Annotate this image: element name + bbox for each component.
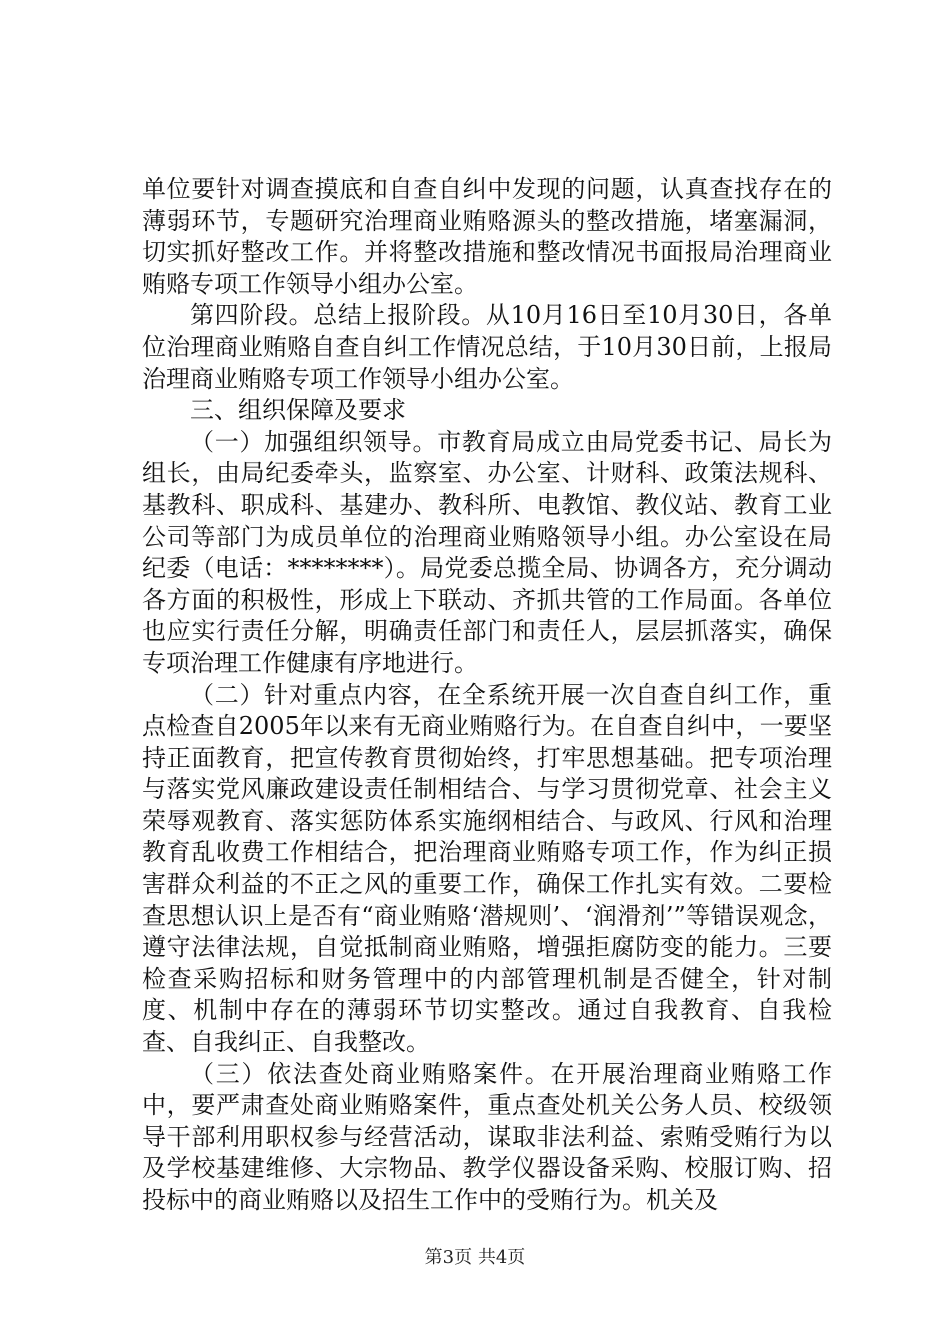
section-heading-organization: 三、组织保障及要求 (190, 396, 406, 425)
document-body (142, 174, 832, 1217)
paragraph-item-one: （一）加强组织领导。市教育局成立由局党委书记、局长为组长，由局纪委牵头，监察室、办公室、计财科、政策法规科、基教科、职成科、基建办、教科所、电教馆、教仪站、教育工业公司等部门为成员单位的治理商业贿赂领导小组。办公室设在局纪委（电话：********）。局党委总揽全局、协调各方，充分调动各方面的积极性，形成上下联动、齐抓共管的工作局面。各单位也应实行责任分解，明确责任部门和责任人，层层抓落实，确保专项治理工作健康有序地进行。 (142, 427, 832, 677)
paragraph-item-three: （三）依法查处商业贿赂案件。在开展治理商业贿赂工作中，要严肃查处商业贿赂案件，重点查处机关公务人员、校级领导干部利用职权参与经营活动，谋取非法利益、索贿受贿行为以及学校基建维修、大宗物品、教学仪器设备采购、校服订购、招投标中的商业贿赂以及招生工作中的受贿行为。机关及 (142, 1059, 832, 1214)
page-footer: 第3页 共4页 (424, 1247, 526, 1268)
paragraph-item-two: （二）针对重点内容，在全系统开展一次自查自纠工作，重点检查自2005年以来有无商业贿赂行为。在自查自纠中，一要坚持正面教育，把宣传教育贯彻始终，打牢思想基础。把专项治理与落实党风廉政建设责任制相结合、与学习贯彻党章、社会主义荣辱观教育、落实惩防体系实施纲相结合、与政风、行风和治理教育乱收费工作相结合，把治理商业贿赂专项工作，作为纠正损害群众利益的不正之风的重要工作，确保工作扎实有效。二要检查思想认识上是否有“商业贿赂‘潜规则’、‘润滑剂’”等错误观念，遵守法律法规，自觉抵制商业贿赂，增强拒腐防变的能力。三要检查采购招标和财务管理中的内部管理机制是否健全，针对制度、机制中存在的薄弱环节切实整改。通过自我教育、自我检查、自我纠正、自我整改。 (142, 680, 832, 1057)
paragraph-stage-four: 第四阶段。总结上报阶段。从10月16日至10月30日，各单位治理商业贿赂自查自纠工作情况总结，于10月30日前，上报局治理商业贿赂专项工作领导小组办公室。 (142, 301, 832, 393)
paragraph-continuation: 单位要针对调查摸底和自查自纠中发现的问题，认真查找存在的薄弱环节，专题研究治理商业贿赂源头的整改措施，堵塞漏洞，切实抓好整改工作。并将整改措施和整改情况书面报局治理商业贿赂专项工作领导小组办公室。 (142, 175, 832, 298)
